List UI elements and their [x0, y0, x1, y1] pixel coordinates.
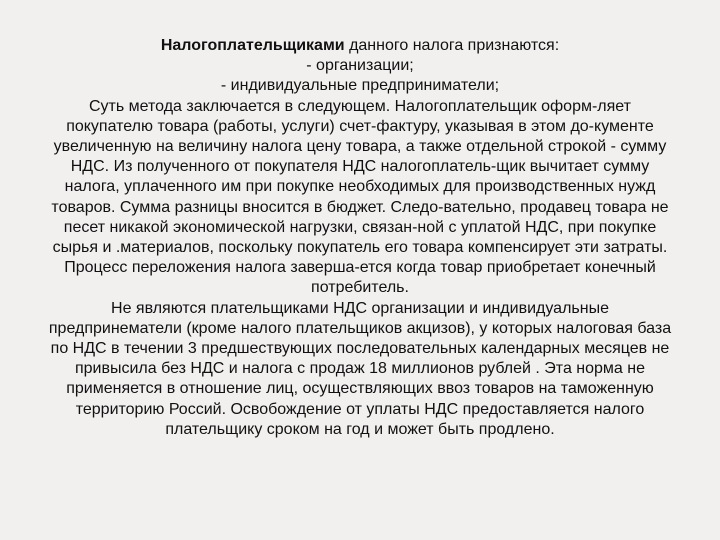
intro-line — [8, 36, 712, 56]
taxpayer-list-item: - индивидуальные предприниматели; — [220, 77, 500, 95]
exemption-paragraph-line: по НДС в течении 3 предшествующих последовательных календарных месяцев не — [50, 340, 670, 358]
method-paragraph-line: товаров. Сумма разницы вносится в бюджет. Следо-вательно, продавец товара не — [51, 198, 669, 216]
tax-text-block — [8, 36, 712, 440]
method-paragraph-line: НДС. Из полученного от покупателя НДС налогоплатель-щик вычитает сумму — [70, 158, 650, 176]
method-paragraph-line: Суть метода заключается в следующем. Налогоплательщик оформ-ляет — [88, 97, 631, 115]
exemption-paragraph-line: территорию Россий. Освобождение от уплаты НДС предоставляется налого — [75, 400, 645, 418]
method-paragraph-line: увеличенную на величину налога цену товара, а также отдельной строкой - сумму — [53, 138, 667, 156]
intro-rest: данного налога признаются: — [344, 37, 560, 54]
exemption-paragraph-line: плательщику сроком на год и может быть продлено. — [165, 420, 555, 438]
method-paragraph-line: сырья и .материалов, поскольку покупатель его товара компенсирует эти затраты. — [52, 239, 668, 257]
intro-bold-term: Налогоплательщиками — [160, 37, 345, 54]
exemption-paragraph-line: Не являются плательщиками НДС организации и индивидуальные — [111, 299, 609, 317]
exemption-paragraph-line: привысила без НДС и налога с продаж 18 миллионов рублей . Эта норма не — [74, 360, 646, 378]
method-paragraph-line: покупателю товара (работы, услуги) счет-фактуру, указывая в этом до-кументе — [66, 117, 654, 135]
method-paragraph-line: потребитель. — [311, 279, 409, 297]
exemption-paragraph-line: применяется в отношение лиц, осуществляющих ввоз товаров на таможенную — [66, 380, 654, 398]
method-paragraph-line: песет никакой экономической нагрузки, связан-ной с уплатой НДС, при покупке — [63, 218, 657, 236]
method-paragraph-line: налога, уплаченного им при покупке необходимых для производственных нужд — [64, 178, 656, 196]
exemption-paragraph-line: предпринематели (кроме налого плательщиков акцизов), у которых налоговая база — [48, 319, 672, 337]
taxpayer-list-item: - организации; — [306, 57, 414, 75]
method-paragraph-line: Процесс переложения налога заверша-ется когда товар приобретает конечный — [64, 259, 656, 277]
